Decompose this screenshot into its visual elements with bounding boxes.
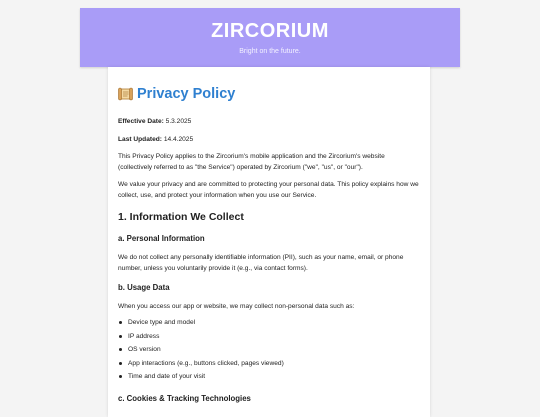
last-updated — [118, 134, 420, 145]
usage-data-paragraph: When you access our app or website, we may collect non-personal data such as: — [118, 303, 355, 310]
list-item: Time and date of your visit — [118, 370, 420, 384]
list-item: OS version — [118, 343, 420, 357]
commitment-paragraph: We value your privacy and are committed to protecting your personal data. This policy explains how we collect, use, and protect your information when you use our Service. — [118, 181, 419, 199]
list-item: App interactions (e.g., buttons clicked, pages viewed) — [118, 357, 420, 371]
subheading-personal-information: a. Personal Information — [118, 234, 205, 243]
last-updated-label: Last Updated: — [118, 136, 162, 143]
last-updated-value: 14.4.2025 — [163, 136, 194, 143]
page-title: Privacy Policy — [137, 86, 236, 102]
brand-logo-text[interactable]: ZIRCORIUM — [211, 20, 329, 42]
effective-date — [118, 116, 420, 127]
usage-data-list — [118, 316, 420, 384]
effective-date-value: 5.3.2025 — [165, 118, 192, 125]
page-title-row — [118, 84, 420, 104]
list-item: Device type and model — [118, 316, 420, 330]
scroll-icon — [118, 87, 133, 101]
brand-tagline: Bright on the future. — [239, 48, 301, 55]
list-item: IP address — [118, 330, 420, 344]
site-header — [80, 8, 460, 67]
section-heading-information: 1. Information We Collect — [118, 211, 244, 223]
intro-paragraph: This Privacy Policy applies to the Zircorium's mobile application and the Zircorium's website (collectively referred to as "the Service") operated by Zircorium ("we", "us", or "our"). — [118, 153, 385, 171]
effective-date-label: Effective Date: — [118, 118, 164, 125]
personal-information-paragraph: We do not collect any personally identifiable information (PII), such as your name, email, or phone number, unless you voluntarily provide it (e.g., via contact forms). — [118, 254, 404, 272]
subheading-usage-data: b. Usage Data — [118, 283, 170, 292]
policy-content — [108, 67, 430, 417]
subheading-cookies: c. Cookies & Tracking Technologies — [118, 393, 251, 403]
